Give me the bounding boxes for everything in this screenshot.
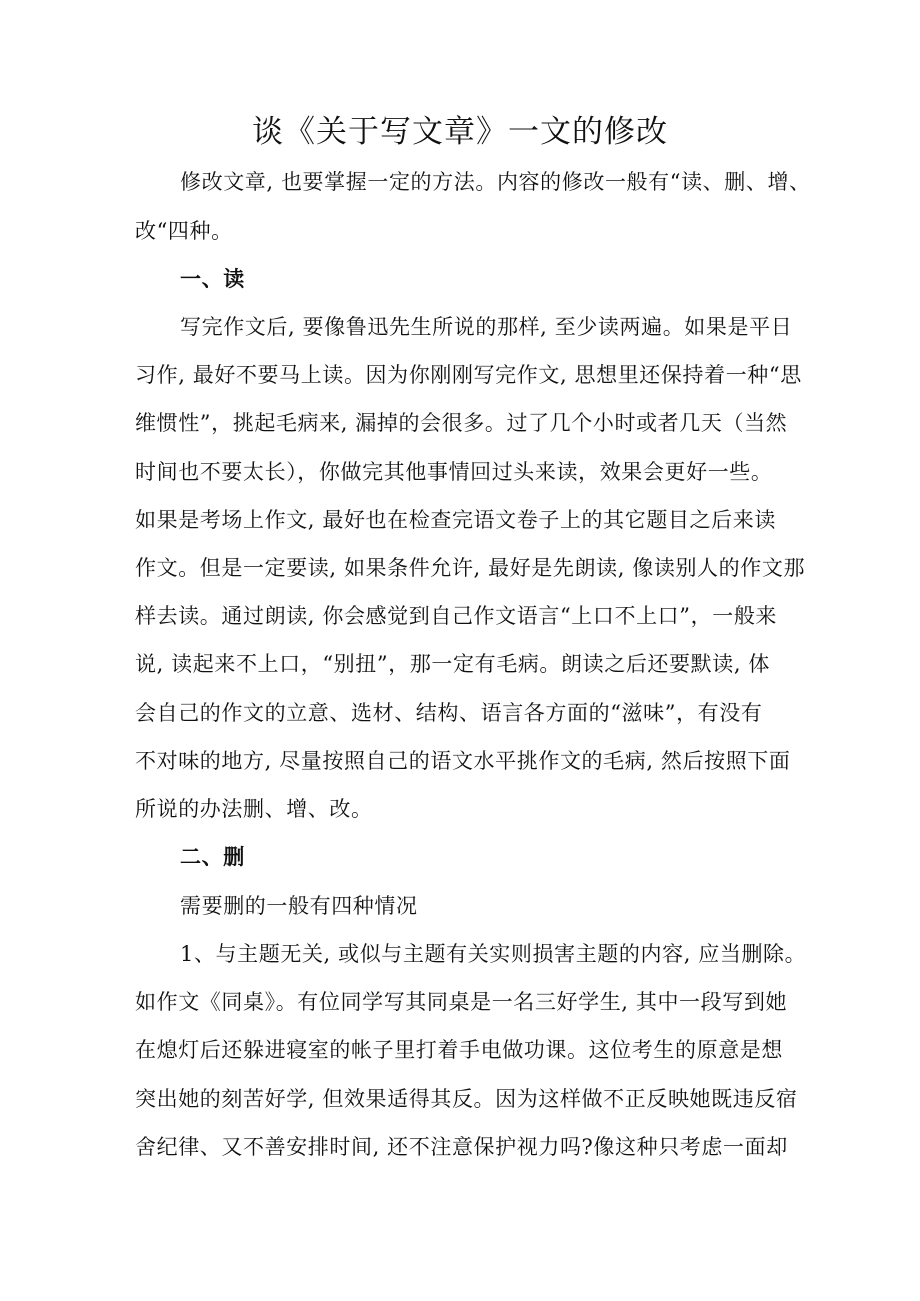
paragraph-line: 维惯性”，挑起毛病来, 漏掉的会很多。过了几个小时或者几天（当然 [135,411,788,435]
paragraph-line: 如果是考场上作文, 最好也在检查完语文卷子上的其它题目之后来读 [135,508,776,532]
paragraph-line: 1、与主题无关, 或似与主题有关实则损害主题的内容, 应当删除。 [180,942,807,966]
paragraph-line: 写完作文后, 要像鲁迅先生所说的那样, 至少读两遍。如果是平日 [180,315,793,339]
section-heading-delete: 二、删 [180,845,245,869]
paragraph-line: 舍纪律、又不善安排时间, 还不注意保护视力吗?像这种只考虑一面却 [135,1135,788,1159]
paragraph-line: 说, 读起来不上口，“别扭”，那一定有毛病。朗读之后还要默读, 体 [135,652,770,676]
paragraph-line: 不对味的地方, 尽量按照自己的语文水平挑作文的毛病, 然后按照下面 [135,749,791,773]
section-heading-read: 一、读 [180,267,245,291]
document-title: 谈《关于写文章》一文的修改 [252,114,668,150]
paragraph-line: 在熄灯后还躲进寝室的帐子里打着手电做功课。这位考生的原意是想 [135,1038,783,1062]
paragraph-line: 突出她的刻苦好学, 但效果适得其反。因为这样做不正反映她既违反宿 [135,1087,798,1111]
paragraph-line: 时间也不要太长），你做完其他事情回过头来读，效果会更好一些。 [135,460,773,484]
paragraph-line: 会自己的作文的立意、选材、结构、语言各方面的“滋味”，有没有 [135,701,763,725]
paragraph-line: 修改文章, 也要掌握一定的方法。内容的修改一般有“读、删、增、 [180,170,811,194]
paragraph-line: 需要删的一般有四种情况 [180,894,418,918]
paragraph-line: 如作文《同桌》。有位同学写其同桌是一名三好学生, 其中一段写到她 [135,990,788,1014]
paragraph-line: 习作, 最好不要马上读。因为你刚刚写完作文, 思想里还保持着一种“思 [135,363,802,387]
paragraph-line: 样去读。通过朗读, 你会感觉到自己作文语言“上口不上口”，一般来 [135,604,778,628]
paragraph-line: 作文。但是一定要读, 如果条件允许, 最好是先朗读, 像读别人的作文那 [135,556,806,580]
paragraph-line: 所说的办法删、增、改。 [135,797,373,821]
paragraph-line: 改“四种。 [135,219,233,243]
